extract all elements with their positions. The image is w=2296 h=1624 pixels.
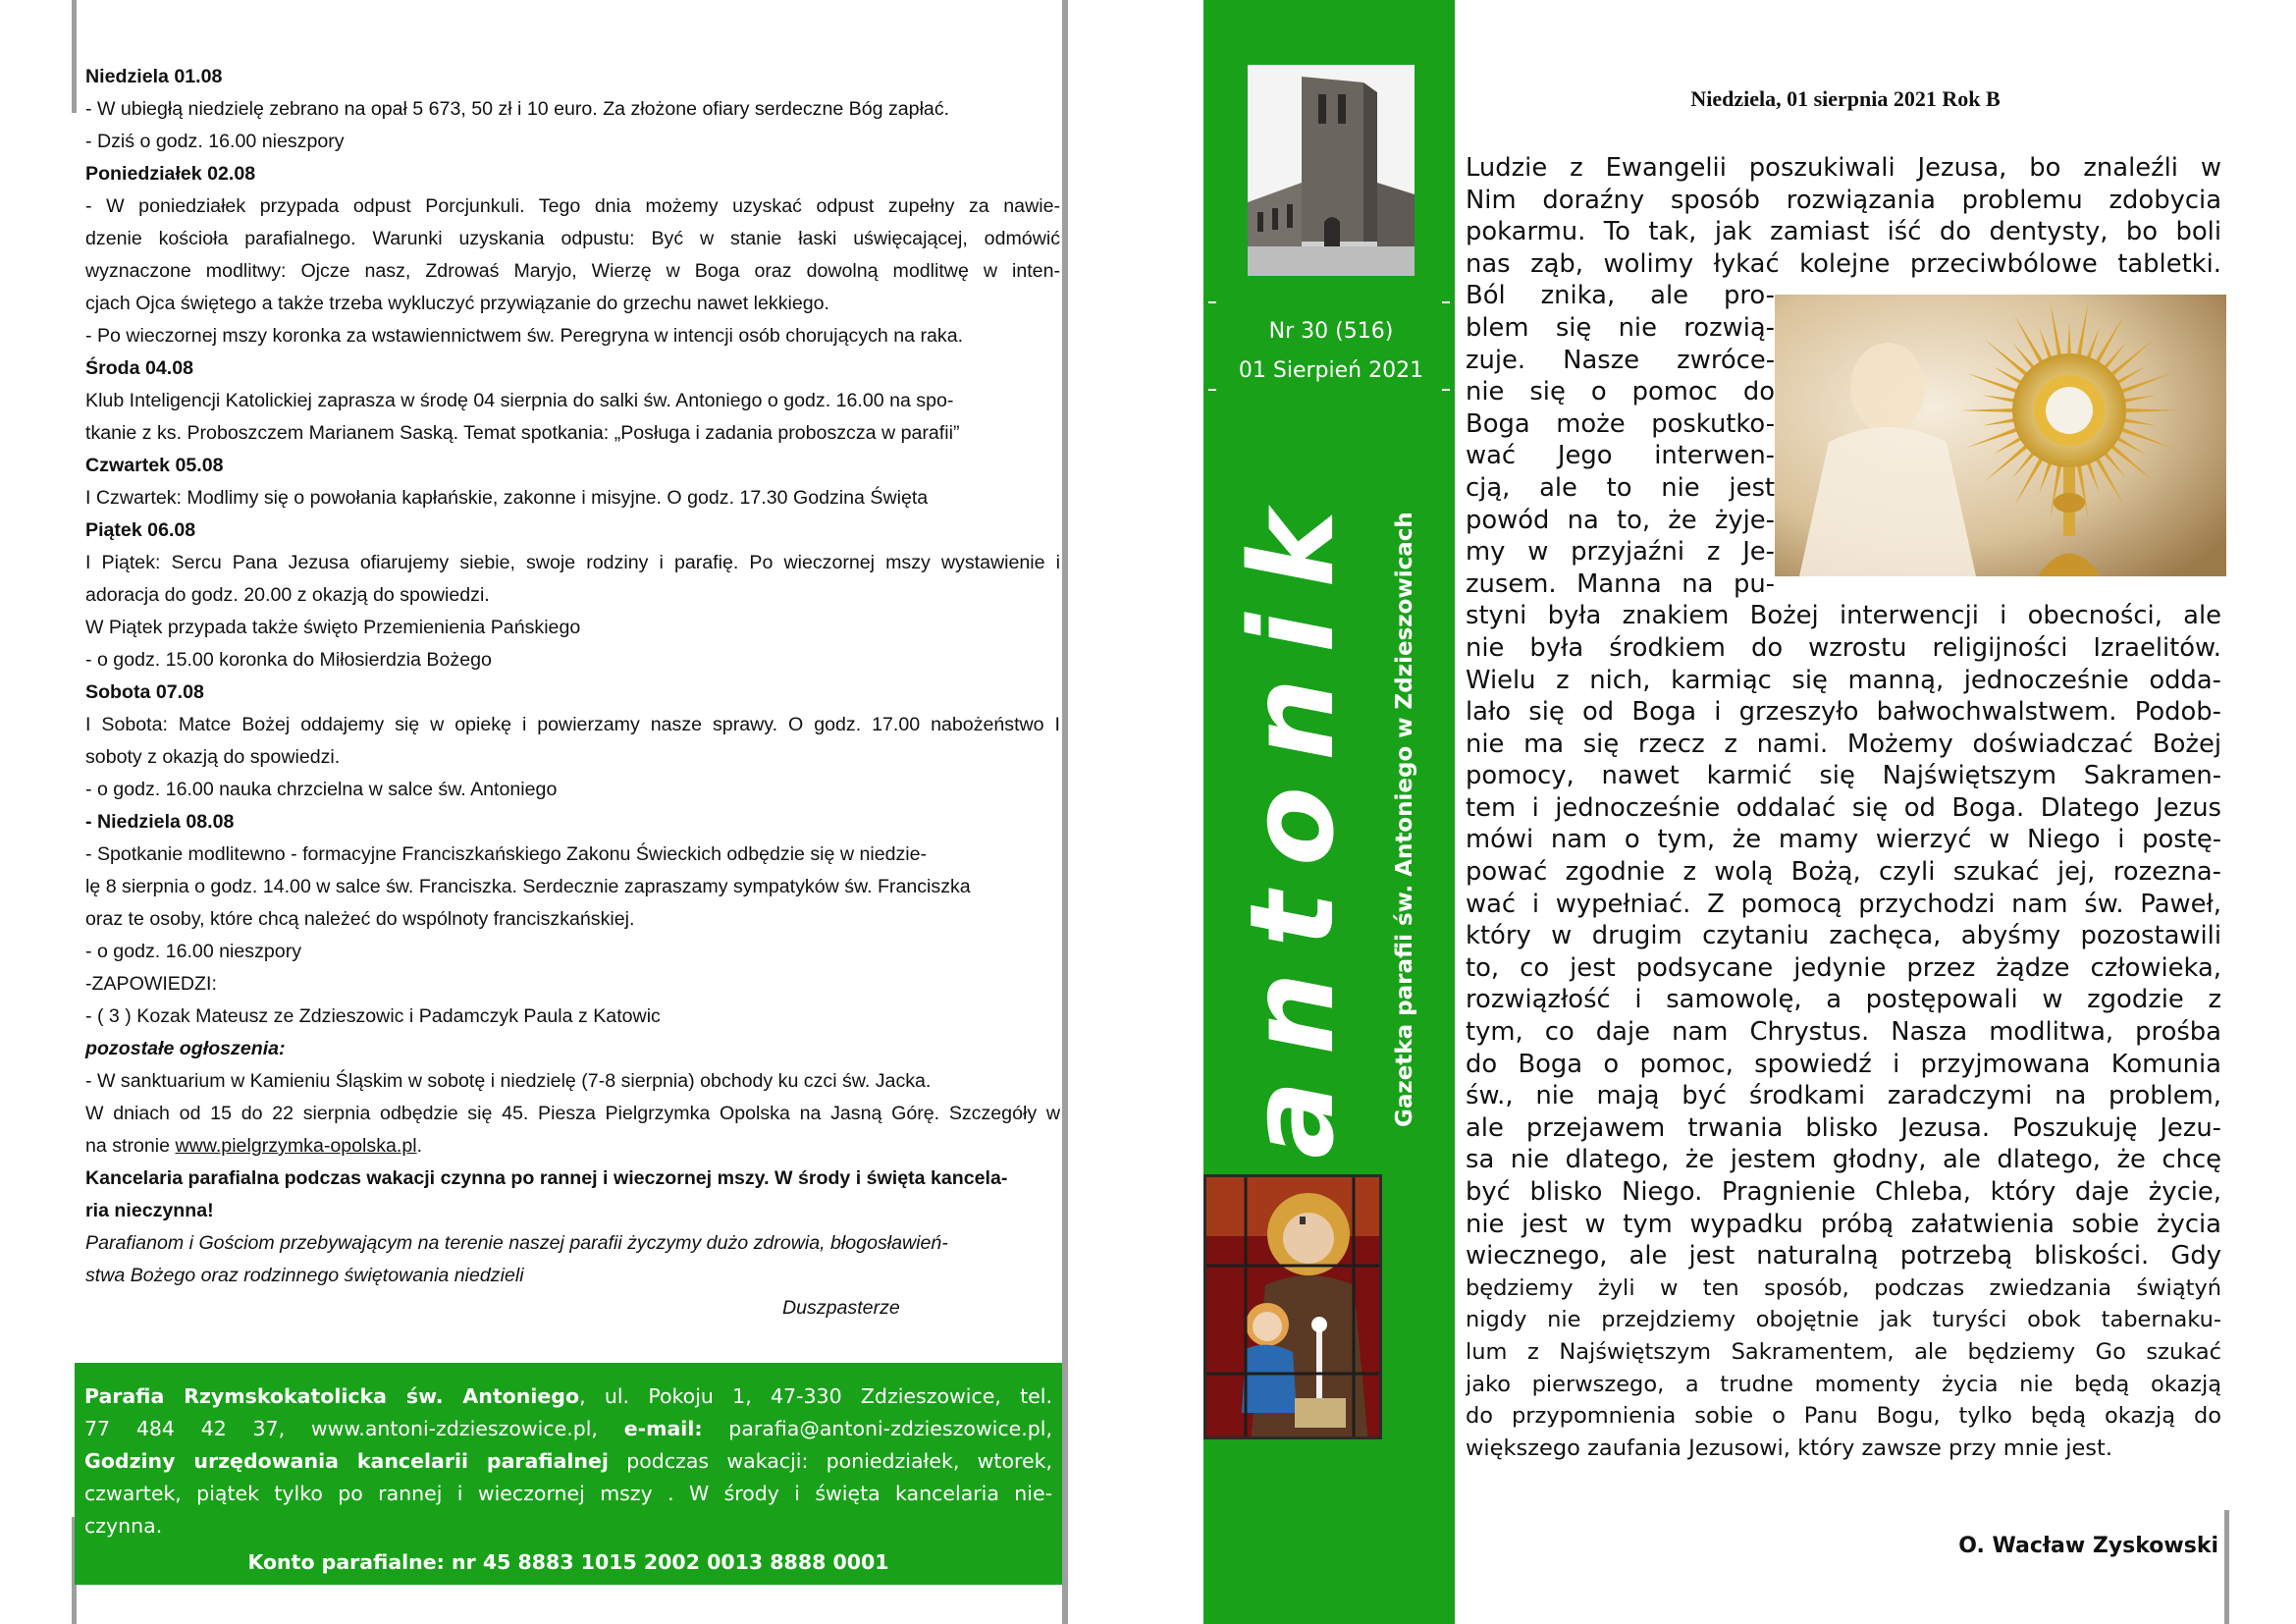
notice-text: ria nieczynna! (85, 1200, 214, 1221)
homily-line: lum z Najświętszym Sakramentem, ale będziemy Go szukać (1466, 1338, 2221, 1365)
notice-text: I Czwartek: Modlimy się o powołania kapłańskie, zakonne i misyjne. O godz. 17.30 Godzina Święta (85, 487, 929, 509)
homily-line: wać Jego interwen- (1466, 441, 1775, 471)
notice-line (85, 93, 1060, 126)
homily-line: zusem. Manna na pu- (1466, 568, 1775, 599)
contact-line: czynna. (84, 1514, 163, 1538)
homily-line: do Boga o pomoc, spowiedź i przyjmowana Komunia (1466, 1049, 2221, 1079)
notice-line (85, 385, 1060, 417)
contact-line (84, 1445, 1052, 1478)
notice-line (85, 1292, 1060, 1325)
notice-line (85, 806, 1060, 839)
notice-text: dzenie kościoła parafialnego. Warunki uzyskania odpustu: Być w stanie łaski uświęcającej, odmówić (85, 228, 1060, 249)
notice-text: soboty z okazją do spowiedzi. (85, 746, 341, 768)
homily-line: my w przyjaźni z Je- (1466, 537, 1775, 568)
corner-mark (1208, 301, 1216, 303)
notice-text: Piątek 06.08 (85, 519, 196, 541)
notice-line (85, 255, 1060, 288)
homily-line: będziemy żyli w ten sposób, podczas zwiedzania świątyń (1466, 1274, 2221, 1301)
homily-line: nie była środkiem do wzrostu religijności Izraelitów. (1466, 632, 2221, 663)
notice-text: -ZAPOWIEDZI: (85, 973, 217, 995)
notice-line (85, 126, 1060, 158)
homily-line: który w drugim czytaniu zachęca, abyśmy pozostawili (1466, 921, 2221, 951)
notice-text: Duszpasterze (782, 1297, 900, 1319)
office-hours-text: podczas wakacji: poniedziałek, wtorek, (608, 1449, 1052, 1473)
notice-line (85, 903, 1060, 936)
notice-text: wyznaczone modlitwy: Ojcze nasz, Zdrowaś Maryjo, Wierzę w Boga oraz dowolną modlitwę w inten- (85, 260, 1060, 282)
notice-line (85, 1033, 1060, 1065)
contact-line (84, 1413, 1052, 1445)
notice-line (85, 1227, 1060, 1260)
notice-line (85, 514, 1060, 547)
corner-mark (1442, 389, 1450, 391)
notice-line (85, 1260, 1060, 1292)
notice-text: - Dziś o godz. 16.00 nieszpory (85, 131, 345, 152)
homily-line: mówi nam o tym, że mamy wierzyć w Niego i postę- (1466, 825, 2221, 855)
notice-line (85, 1098, 1060, 1130)
notice-text: - Po wieczornej mszy koronka za wstawiennictwem św. Peregryna w intencji osób chorujących na raka. (85, 325, 964, 347)
homily-line: tem i jednocześnie oddalać się od Boga. Dlatego Jezus (1466, 792, 2221, 823)
newsletter-title: antonik (1224, 484, 1360, 1159)
notice-text: Czwartek 05.08 (85, 455, 224, 476)
notice-line (85, 612, 1060, 644)
notice-text: I Piątek: Sercu Pana Jezusa ofiarujemy siebie, swoje rodziny i parafię. Po wieczornej mszy wystawienie i (85, 552, 1060, 573)
homily-line: pomocy, nawet karmić się Najświętszym Sakramen- (1466, 761, 2221, 791)
notice-line (85, 774, 1060, 806)
issue-date: 01 Sierpień 2021 (1238, 358, 1424, 383)
parish-phone-web: 77 484 42 37, www.antoni-zdzieszowice.pl, (84, 1417, 624, 1440)
notice-text: - ( 3 ) Kozak Mateusz ze Zdzieszowic i Padamczyk Paula z Katowic (85, 1005, 661, 1027)
homily-line: blem się nie rozwią- (1466, 312, 1775, 343)
contact-box (75, 1363, 1062, 1585)
notice-line (85, 190, 1060, 223)
notice-line (85, 158, 1060, 190)
homily-line: nie ma się rzecz z nami. Możemy doświadczać Bożej (1466, 729, 2221, 759)
homily-line: do przypomnienia sobie o Panu Bogu, tylko będą okazją do (1466, 1403, 2221, 1430)
parish-email[interactable]: parafia@antoni-zdzieszowice.pl, (702, 1417, 1052, 1440)
homily-line: nas ząb, wolimy łykać kolejne przeciwbólowe tabletki. (1466, 248, 2221, 279)
notice-line (85, 677, 1060, 709)
notice-text: - Niedziela 08.08 (85, 811, 235, 833)
homily-line: Nim doraźny sposób rozwiązania problemu zdobycia (1466, 185, 2221, 215)
corner-mark (1208, 389, 1216, 391)
homily-line: cją, ale to nie jest (1466, 472, 1775, 503)
notice-text: Środa 04.08 (85, 357, 194, 379)
notice-line (85, 871, 1060, 903)
office-hours-label: Godziny urzędowania kancelarii parafialnej (84, 1449, 609, 1473)
notice-line (85, 1163, 1060, 1195)
notice-text: . (416, 1135, 423, 1157)
notice-text: lę 8 sierpnia o godz. 14.00 w salce św. Franciszka. Serdecznie zapraszamy sympatyków św. Franciszka (85, 876, 971, 897)
notice-line (85, 839, 1060, 871)
notice-text: cjach Ojca świętego a także trzeba wykluczyć przywiązanie do grzechu nawet lekkiego. (85, 293, 829, 314)
homily-line: większego zaufania Jezusowi, który zawsze przy mnie jest. (1466, 1435, 2113, 1461)
author-signature: O. Wacław Zyskowski (1958, 1534, 2218, 1558)
page-edge-bar (72, 0, 77, 113)
homily-line: Ból znika, ale pro- (1466, 281, 1775, 311)
notice-text: I Sobota: Matce Bożej oddajemy się w opiekę i powierzamy nasze sprawy. O godz. 17.00 nabożeństwo I (85, 714, 1060, 735)
issue-number: Nr 30 (516) (1268, 319, 1394, 344)
homily-line: wać i wypełniać. Z pomocą przychodzi nam św. Paweł, (1466, 889, 2221, 919)
homily-line: lało się od Boga i grzeszyło bałwochwalstwem. Podob- (1466, 697, 2221, 728)
saint-anthony-illustration (1206, 1177, 1382, 1439)
notice-line (85, 1001, 1060, 1033)
notice-text: Parafianom i Gościom przebywającym na terenie naszej parafii życzymy dużo zdrowia, błogosławień- (85, 1232, 948, 1254)
homily-line: sa nie dlatego, że jestem głodny, ale dlatego, że chcę (1466, 1145, 2221, 1175)
homily-line: Ludzie z Ewangelii poszukiwali Jezusa, bo znaleźli w (1466, 153, 2221, 183)
pilgrimage-link[interactable]: www.pielgrzymka-opolska.pl (175, 1135, 417, 1157)
notice-text: pozostałe ogłoszenia: (85, 1038, 286, 1059)
homily-line: pować zgodnie z wolą Bożą, czyli szukać jej, rozezna- (1466, 857, 2221, 888)
notice-text: - W poniedziałek przypada odpust Porcjunkuli. Tego dnia możemy uzyskać odpust zupełny za nawie- (85, 195, 1060, 217)
church-photo (1248, 65, 1415, 276)
notice-line (85, 968, 1060, 1001)
notice-text: - o godz. 15.00 koronka do Miłosierdzia Bożego (85, 649, 492, 671)
notice-text: W dniach od 15 do 22 sierpnia odbędzie się 45. Piesza Pielgrzymka Opolska na Jasną Górę. Szczegóły w (85, 1103, 1060, 1124)
divine-mercy-monstrance-image (1775, 295, 2226, 576)
notice-line (85, 320, 1060, 352)
bank-account: Konto parafialne: nr 45 8883 1015 2002 0013 8888 0001 (247, 1550, 889, 1574)
notice-text: tkanie z ks. Proboszczem Marianem Saską. Temat spotkania: „Posługa i zadania proboszcza w parafii” (85, 422, 960, 444)
notice-text: Klub Inteligencji Katolickiej zaprasza w środę 04 sierpnia do salki św. Antoniego o godz. 16.00 na spo- (85, 390, 954, 411)
notice-text: na stronie (85, 1135, 176, 1157)
page-edge-bar (2224, 1510, 2229, 1624)
notice-line (85, 936, 1060, 968)
homily-line: Wielu z nich, karmiąc się manną, jednocześnie odda- (1466, 665, 2221, 695)
homily-line: styni była znakiem Bożej interwencji i obecności, ale (1466, 601, 2221, 631)
page-fold-bar (1062, 0, 1068, 1624)
homily-line: tym, co daje nam Chrystus. Nasza modlitwa, prośba (1466, 1017, 2221, 1048)
notice-line (85, 417, 1060, 450)
stained-glass-saint-image (1203, 1174, 1382, 1439)
homily-line: nie jest w tym wypadku próbą załatwienia sobie życia (1466, 1209, 2221, 1239)
notice-text: oraz te osoby, które chcą należeć do wspólnoty franciszkańskiej. (85, 908, 635, 930)
homily-line: powód na to, że żyje- (1466, 505, 1775, 535)
notice-line (85, 450, 1060, 482)
notice-line (85, 1065, 1060, 1098)
notice-line (85, 1130, 1060, 1163)
notice-line (85, 223, 1060, 255)
notice-line (85, 579, 1060, 612)
parish-notices (85, 61, 1060, 1325)
notice-line (85, 288, 1060, 320)
notice-text: - Spotkanie modlitewno - formacyjne Franciszkańskiego Zakonu Świeckich odbędzie się w niedzie- (85, 843, 928, 865)
homily-line: jako pierwszego, a trudne momenty życia nie będą okazją (1466, 1371, 2221, 1397)
homily-line: św., nie mają być środkami zaradczymi na problem, (1466, 1081, 2221, 1111)
homily-line: być blisko Niego. Pragnienie Chleba, który daje życie, (1466, 1177, 2221, 1207)
notice-text: - W ubiegłą niedzielę zebrano na opał 5 673, 50 zł i 10 euro. Za złożone ofiary serdeczne Bóg zapłać. (85, 98, 950, 120)
homily-line: wiecznego, ale jest naturalną potrzebą bliskości. Gdy (1466, 1241, 2221, 1272)
notice-line (85, 61, 1060, 93)
church-tower-illustration (1248, 65, 1415, 276)
notice-text: - o godz. 16.00 nieszpory (85, 941, 302, 962)
homily-line: ale przejawem trwania blisko Jezusa. Poszukuję Jezu- (1466, 1112, 2221, 1143)
parish-name: Parafia Rzymskokatolicka św. Antoniego (84, 1384, 580, 1408)
notice-text: Sobota 07.08 (85, 681, 204, 703)
notice-line (85, 709, 1060, 741)
notice-line (85, 352, 1060, 385)
notice-line (85, 547, 1060, 579)
notice-text: adoracja do godz. 20.00 z okazją do spowiedzi. (85, 584, 490, 606)
notice-text: - W sanktuarium w Kamieniu Śląskim w sobotę i niedzielę (7-8 sierpnia) obchody ku czci św. Jacka. (85, 1070, 932, 1092)
newsletter-subtitle: Gazetka parafii św. Antoniego w Zdzieszowicach (1392, 512, 1417, 1127)
homily-line: to, co jest podsycane jedynie przez żądze człowieka, (1466, 952, 2221, 983)
homily-line: nie się o pomoc do (1466, 377, 1775, 407)
parish-address: , ul. Pokoju 1, 47-330 Zdzieszowice, tel. (579, 1384, 1053, 1408)
notice-text: - o godz. 16.00 nauka chrzcielna w salce św. Antoniego (85, 779, 558, 800)
monstrance-illustration (1775, 295, 2226, 576)
notice-text: Poniedziałek 02.08 (85, 163, 256, 185)
email-label: e-mail: (623, 1417, 703, 1440)
homily-line: pokarmu. To tak, jak zamiast iść do dentysty, bo boli (1466, 217, 2221, 247)
notice-line (85, 644, 1060, 677)
homily-line: nigdy nie przejdziemy obojętnie jak turyści obok tabernaku- (1466, 1307, 2221, 1333)
issue-info (1206, 299, 1452, 393)
contact-line: czwartek, piątek tylko po rannej i wieczornej mszy . W środy i święta kancelaria nie- (84, 1482, 1052, 1505)
homily-line: zuje. Nasze zwróce- (1466, 345, 1775, 375)
notice-line (85, 1195, 1060, 1227)
date-heading: Niedziela, 01 sierpnia 2021 Rok B (1690, 86, 2001, 111)
homily-line: Boga może poskutko- (1466, 408, 1775, 439)
notice-line (85, 482, 1060, 514)
corner-mark (1442, 301, 1450, 303)
notice-text: Kancelaria parafialna podczas wakacji czynna po rannej i wieczornej mszy. W środy i święta kancela- (85, 1167, 1008, 1189)
notice-text: stwa Bożego oraz rodzinnego świętowania niedzieli (85, 1265, 524, 1286)
notice-text: W Piątek przypada także święto Przemienienia Pańskiego (85, 617, 581, 638)
notice-line (85, 741, 1060, 774)
contact-line (84, 1380, 1052, 1413)
homily-line: rozwiązłość i samowolę, a postępowali w zgodzie z (1466, 985, 2221, 1015)
notice-text: Niedziela 01.08 (85, 66, 223, 87)
